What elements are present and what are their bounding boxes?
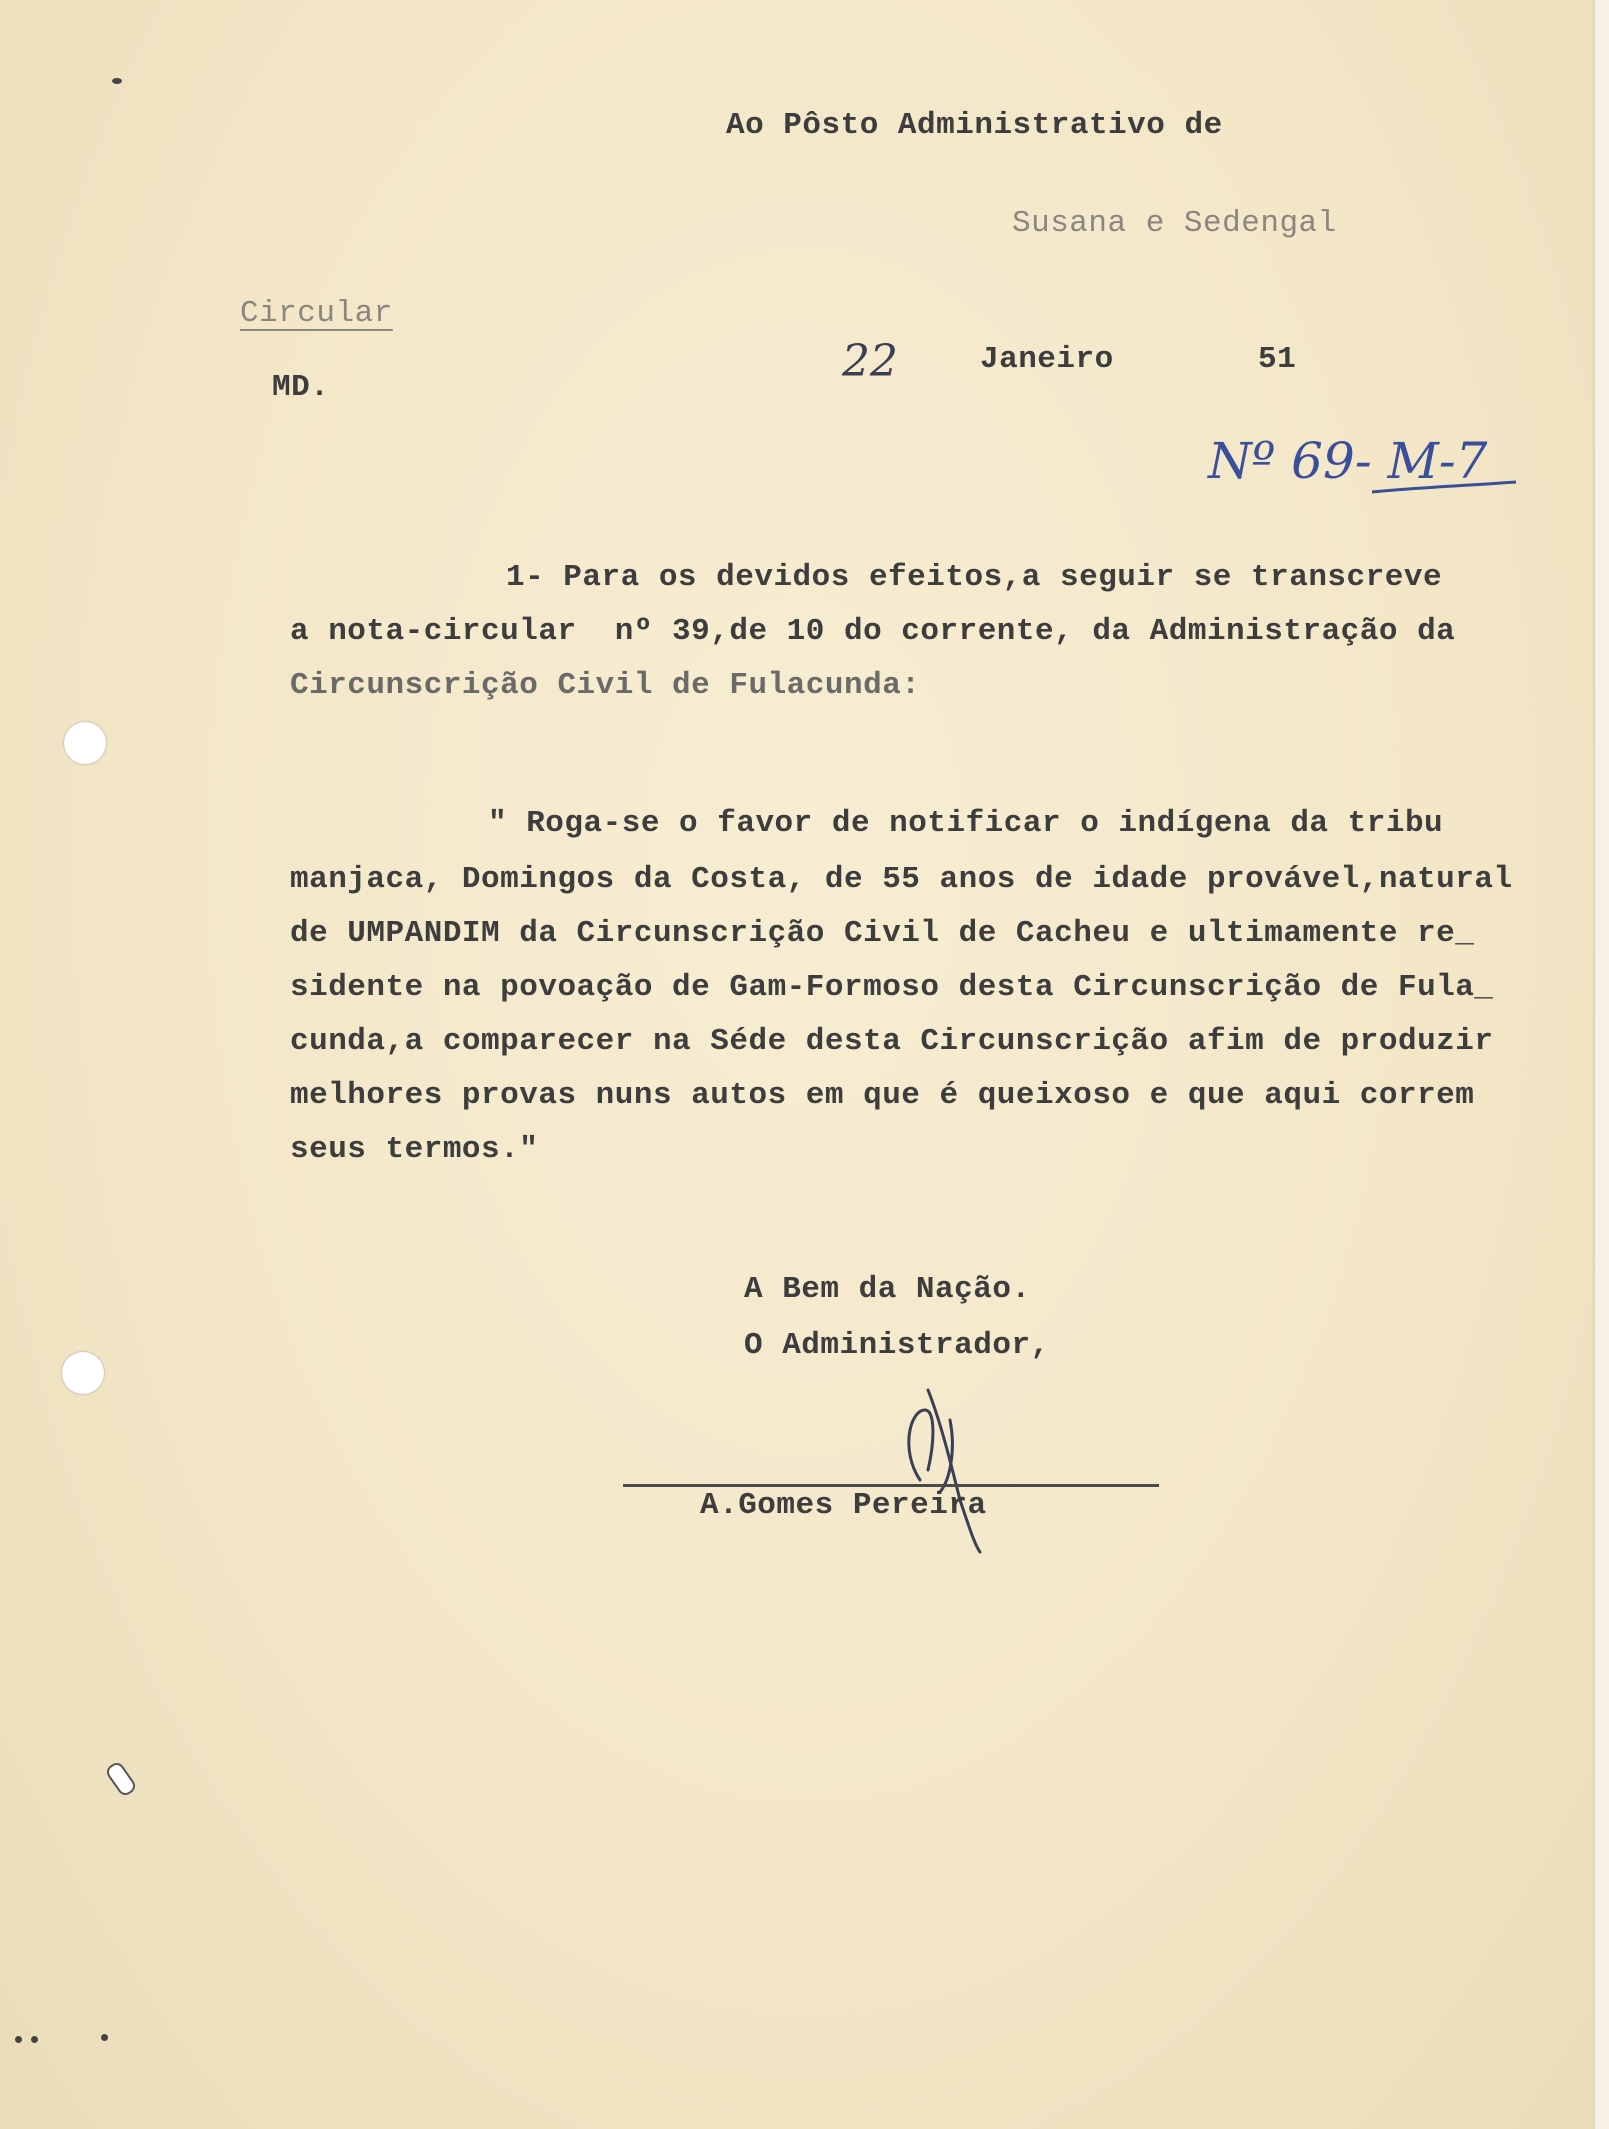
date-year: 51 (1258, 342, 1297, 377)
date-month: Janeiro (980, 342, 1114, 377)
quote-line-4: sidente na povoação de Gam-Formoso desta Circunscrição de Fula_ (290, 970, 1494, 1005)
handwritten-signature (880, 1380, 1010, 1560)
reference-underline (1370, 478, 1520, 498)
signatory-name: A.Gomes Pereira (700, 1488, 987, 1523)
ink-speck (101, 2034, 108, 2041)
signature-line (623, 1484, 1159, 1487)
quote-line-6: melhores provas nuns autos em que é queixoso e que aqui correm (290, 1078, 1475, 1113)
quote-line-7: seus termos." (290, 1132, 539, 1167)
intro-line-2: a nota-circular nº 39,de 10 do corrente, da Administração da (290, 614, 1456, 649)
paper-edge (1593, 0, 1609, 2129)
intro-line-3: Circunscrição Civil de Fulacunda: (290, 668, 921, 703)
document-type-label: Circular (240, 296, 393, 331)
addressee-location: Susana e Sedengal (1012, 206, 1337, 241)
quote-line-5: cunda,a comparecer na Séde desta Circunscrição afim de produzir (290, 1024, 1494, 1059)
ink-speck (31, 2036, 38, 2043)
punch-hole-top (64, 722, 106, 764)
quote-line-1: " Roga-se o favor de notificar o indígena da tribu (488, 806, 1444, 841)
quote-line-2: manjaca, Domingos da Costa, de 55 anos de idade provável,natural (290, 862, 1513, 897)
addressee-line: Ao Pôsto Administrativo de (726, 108, 1223, 143)
closing-salutation: A Bem da Nação. (744, 1272, 1031, 1307)
quote-line-3: de UMPANDIM da Circunscrição Civil de Cacheu e ultimamente re_ (290, 916, 1475, 951)
ink-speck (15, 2036, 22, 2043)
punch-hole-bottom (62, 1352, 104, 1394)
ink-speck (112, 78, 122, 84)
intro-line-1: 1- Para os devidos efeitos,a seguir se transcreve (506, 560, 1443, 595)
document-code: MD. (272, 370, 330, 405)
handwritten-reference: Nº 69- M-7 (1208, 432, 1488, 490)
closing-role: O Administrador, (744, 1328, 1050, 1363)
handwritten-day: 22 (842, 336, 898, 387)
paper-tear-mark (104, 1760, 138, 1798)
